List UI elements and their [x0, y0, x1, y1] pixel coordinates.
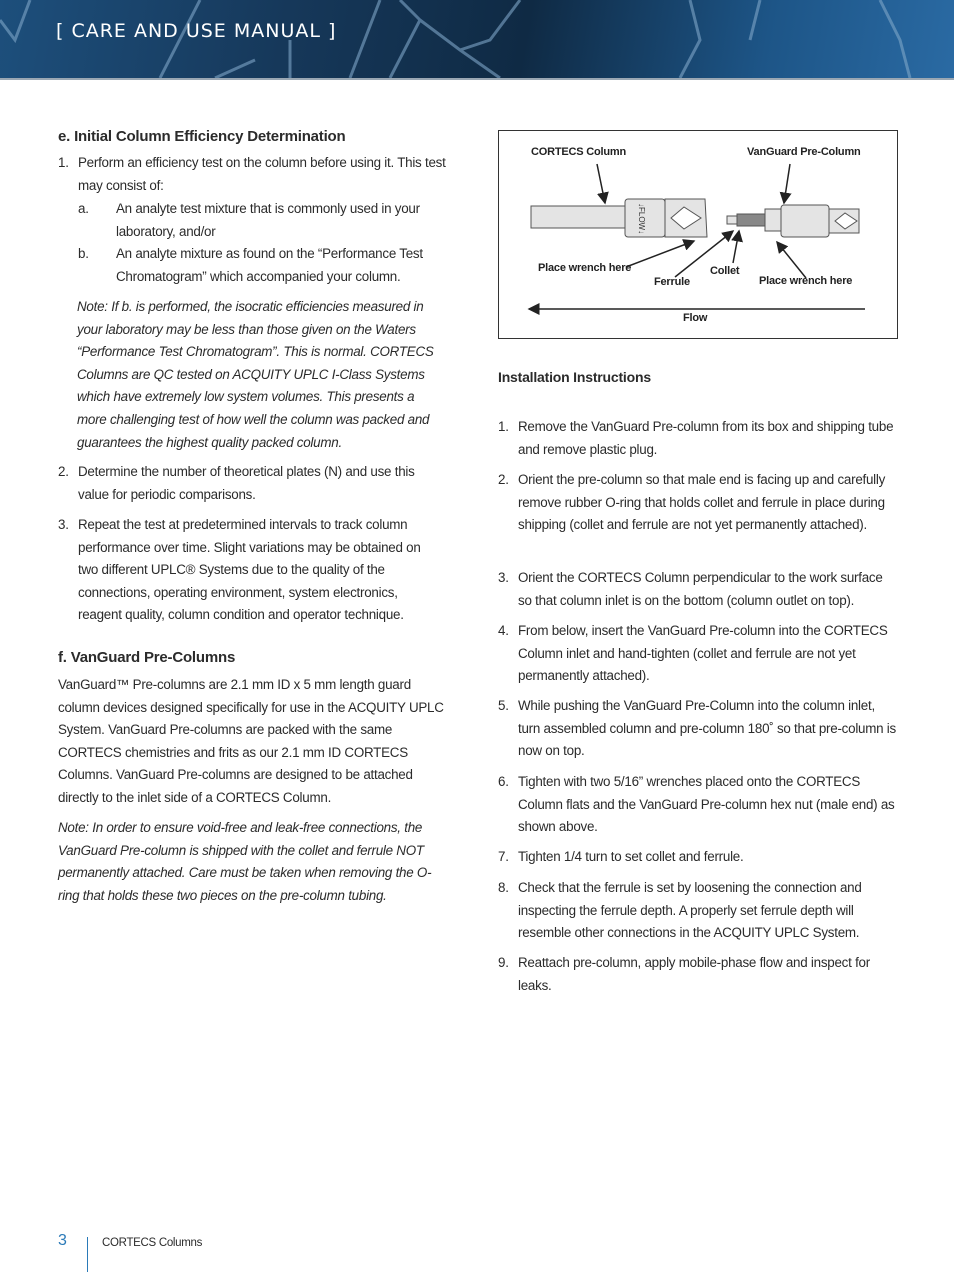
- step-text: Orient the pre-column so that male end is facing up and carefully remove rubber O-ring that holds collet and ferrule in place during shipping (collet and ferrule are not yet permanently attached).: [518, 472, 886, 533]
- installation-step: [498, 877, 896, 945]
- header-banner: [0, 0, 954, 78]
- step-number: 2.: [498, 472, 509, 487]
- step-text: Reattach pre-column, apply mobile-phase flow and inspect for leaks.: [518, 955, 870, 993]
- installation-diagram: [498, 130, 898, 339]
- step-text: Remove the VanGuard Pre-column from its box and shipping tube and remove plastic plug.: [518, 419, 894, 457]
- step-text: Tighten 1/4 turn to set collet and ferrule.: [518, 849, 744, 864]
- section-e-heading: e. Initial Column Efficiency Determination: [58, 128, 346, 145]
- step-number: 8.: [498, 880, 509, 895]
- column-body: [531, 206, 627, 228]
- list-item: [78, 198, 448, 243]
- installation-step: [498, 567, 896, 612]
- section-f-heading: f. VanGuard Pre-Columns: [58, 649, 236, 666]
- label-wrench-left: Place wrench here: [538, 262, 632, 274]
- label-collet: Collet: [710, 265, 740, 277]
- label-ferrule: Ferrule: [654, 276, 690, 288]
- label-wrench-right: Place wrench here: [759, 275, 853, 287]
- item-number: b.: [78, 246, 89, 261]
- footer-divider: [87, 1237, 88, 1272]
- step-text: Orient the CORTECS Column perpendicular to the work surface so that column inlet is on the bottom (column outlet on top).: [518, 570, 883, 608]
- precolumn-body: [781, 205, 829, 237]
- label-flow: Flow: [683, 312, 708, 324]
- installation-step: [498, 416, 896, 461]
- manual-title: [ CARE AND USE MANUAL ]: [56, 20, 337, 42]
- list-item: [58, 514, 430, 627]
- flow-fitting-text: ↓FLOW↓: [637, 203, 646, 235]
- item-number: 2.: [58, 464, 69, 479]
- step-text: Check that the ferrule is set by loosening the connection and inspecting the ferrule depth. A properly set ferrule depth will resemble other connections in the ACQUITY UPLC System.: [518, 880, 862, 941]
- installation-step: [498, 952, 896, 997]
- efficiency-note: Note: If b. is performed, the isocratic efficiencies measured in your laboratory may be less than those given on the Waters “Performance Test Chromatogram”. This is normal. CORTECS Columns are QC tested on ACQUITY UPLC I-Class Systems which have extremely low system volumes. This presents a more challenging test of how well the column was packed and guarantees the highest quality packed column.: [77, 299, 434, 450]
- item-text: An analyte mixture as found on the “Performance Test Chromatogram” which accompanied your column.: [116, 246, 423, 284]
- vanguard-note: Note: In order to ensure void-free and leak-free connections, the VanGuard Pre-column is shipped with the collet and ferrule NOT permanently attached. Care must be taken when removing the O-ring that holds these two pieces on the pre-column tubing.: [58, 820, 432, 903]
- step-number: 6.: [498, 774, 509, 789]
- item-text: An analyte test mixture that is commonly used in your laboratory, and/or: [116, 201, 420, 239]
- step-text: Tighten with two 5/16” wrenches placed onto the CORTECS Column flats and the VanGuard Pre-column hex nut (male end) as shown above.: [518, 774, 895, 835]
- item-text: Determine the number of theoretical plates (N) and use this value for periodic comparisons.: [78, 464, 415, 502]
- step-text: While pushing the VanGuard Pre-Column into the column inlet, turn assembled column and pre-column 180˚ so that pre-column is now on top.: [518, 698, 896, 759]
- item-number: 1.: [58, 155, 69, 170]
- installation-step: [498, 846, 896, 869]
- installation-step: [498, 695, 896, 763]
- column-illustration: [499, 131, 899, 340]
- list-item: [78, 243, 448, 288]
- vanguard-paragraph: VanGuard™ Pre-columns are 2.1 mm ID x 5 mm length guard column devices designed specifically for use in the ACQUITY UPLC System. VanGuard Pre-columns are packed with the same CORTECS chemistries and frits as our 2.1 mm ID CORTECS Columns. VanGuard Pre-columns are designed to be attached directly to the inlet side of a CORTECS Column.: [58, 677, 444, 805]
- step-number: 9.: [498, 955, 509, 970]
- page-number: 3: [58, 1232, 67, 1249]
- item-text: Perform an efficiency test on the column before using it. This test may consist of:: [78, 155, 446, 193]
- list-item: [58, 461, 438, 506]
- banner-divider: [0, 78, 954, 80]
- step-number: 3.: [498, 570, 509, 585]
- installation-step: [498, 771, 896, 839]
- label-cortecs-column: CORTECS Column: [531, 146, 626, 158]
- step-number: 1.: [498, 419, 509, 434]
- list-item: [58, 152, 448, 197]
- step-number: 5.: [498, 698, 509, 713]
- item-number: 3.: [58, 517, 69, 532]
- step-number: 7.: [498, 849, 509, 864]
- label-vanguard-precolumn: VanGuard Pre-Column: [747, 146, 861, 158]
- item-text: Repeat the test at predetermined intervals to track column performance over time. Slight variations may be obtained on two different UPLC® Systems due to the quality of the connections, operating environment, system electronics, reagent quality, column condition and operator technique.: [78, 517, 421, 623]
- step-number: 4.: [498, 623, 509, 638]
- installation-step: [498, 469, 896, 537]
- installation-step: [498, 620, 896, 688]
- footer-title: CORTECS Columns: [102, 1237, 203, 1249]
- step-text: From below, insert the VanGuard Pre-column into the CORTECS Column inlet and hand-tighten (collet and ferrule are not yet permanently attached).: [518, 623, 888, 684]
- installation-heading: Installation Instructions: [498, 369, 651, 385]
- item-number: a.: [78, 201, 89, 216]
